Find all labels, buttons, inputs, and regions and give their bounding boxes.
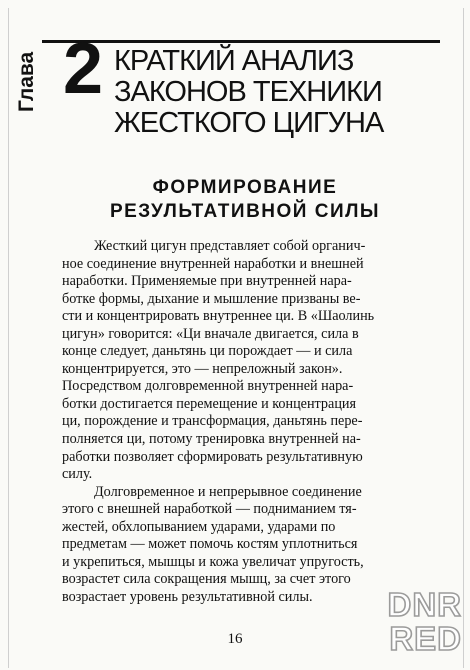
text-line: силу. <box>62 466 93 483</box>
section-title-line: РЕЗУЛЬТАТИВНОЙ СИЛЫ <box>109 201 381 222</box>
watermark-logo <box>378 588 462 666</box>
text-line: и укрепиться, мышцы и кожа увеличат упругость, <box>62 553 364 570</box>
text-line: Посредством долговременной внутренней нара- <box>62 378 354 395</box>
chapter-label: Глава <box>15 51 38 112</box>
chapter-title-line: ЖЕСТКОГО ЦИГУНА <box>114 107 384 139</box>
text-line: жестей, обхлопыванием ударами, ударами по <box>62 518 336 535</box>
paragraph <box>62 484 402 607</box>
body-text <box>62 238 402 606</box>
text-line: ное соединение внутренней наработки и внешней <box>62 255 364 272</box>
text-line: ци, порождение и трансформация, даньтянь пере- <box>62 413 363 430</box>
section-title <box>70 176 420 224</box>
paragraph <box>62 238 402 484</box>
text-line: Жесткий цигун представляет собой органич- <box>94 238 366 254</box>
section-title-line: ФОРМИРОВАНИЕ <box>152 177 338 198</box>
chapter-number: 2 <box>62 29 104 109</box>
watermark-line: DNR <box>387 586 462 623</box>
text-line: ботки достигается перемещение и концентрация <box>62 395 357 412</box>
chapter-title <box>114 46 454 139</box>
text-line: ботке формы, дыхание и мышление призваны ве- <box>62 290 361 307</box>
chapter-title-line: КРАТКИЙ АНАЛИЗ <box>114 45 354 77</box>
text-line: сти и концентрировать внутреннее ци. В «Шаолинь <box>62 308 375 325</box>
chapter-title-line: ЗАКОНОВ ТЕХНИКИ <box>114 76 382 108</box>
text-line: Долговременное и непрерывное соединение <box>94 483 362 500</box>
text-line: концентрируется, это — непреложный закон». <box>62 360 343 377</box>
watermark-line: RED <box>389 620 462 657</box>
text-line: наработки. Применяемые при внутренней нара- <box>62 273 352 290</box>
text-line: возрастет сила сокращения мышц, за счет этого <box>62 571 351 588</box>
text-line: работки позволяет сформировать результативную <box>62 448 363 465</box>
text-line: цигун» говорится: «Ци вначале двигается, сила в <box>62 325 359 342</box>
text-line: полняется ци, потому тренировка внутренней на- <box>62 431 361 448</box>
text-line: предметам — может помочь костям уплотниться <box>62 536 358 553</box>
page-number: 16 <box>227 631 243 647</box>
text-line: возрастает уровень результативной силы. <box>62 588 313 605</box>
text-line: этого с внешней наработкой — подниманием тя- <box>62 501 357 518</box>
text-line: конце следует, даньтянь ци порождает — и сила <box>62 343 353 360</box>
